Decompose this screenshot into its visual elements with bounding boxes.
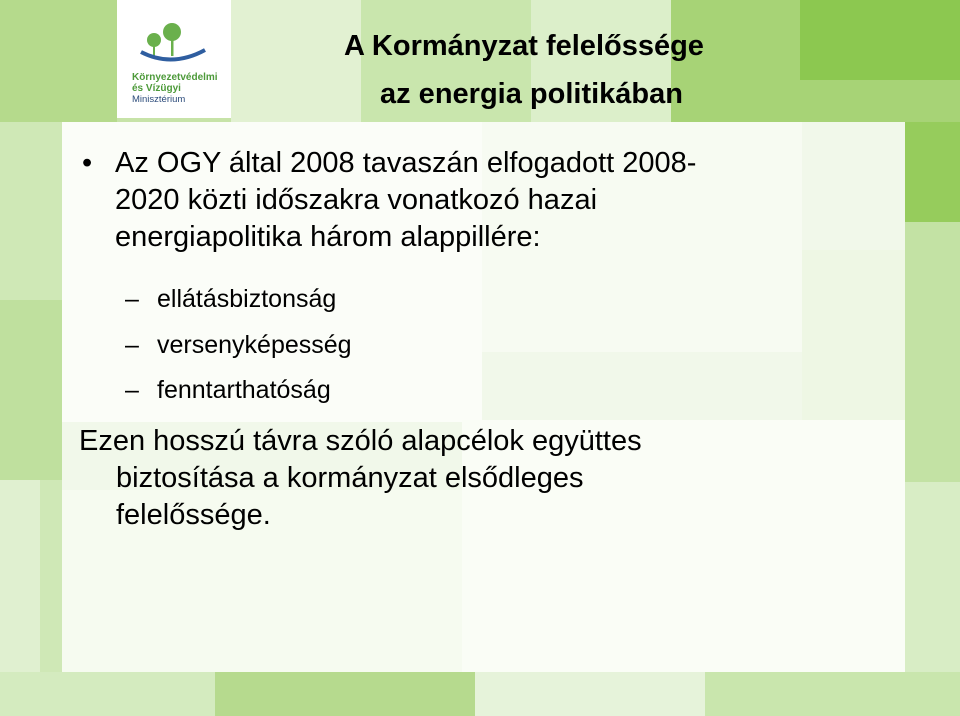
summary-paragraph bbox=[79, 423, 839, 534]
paragraph-line-1: Ezen hosszú távra szóló alapcélok együttes bbox=[79, 425, 642, 457]
sub-item-label: ellátásbiztonság bbox=[157, 285, 337, 313]
sub-item-label: versenyképesség bbox=[157, 331, 352, 359]
sub-item-label: fenntarthatóság bbox=[157, 376, 331, 404]
paragraph-line-2: biztosítása a kormányzat elsődleges bbox=[116, 462, 584, 494]
bullet-line-2: 2020 közti időszakra vonatkozó hazai bbox=[115, 184, 598, 216]
bullet-line-1: Az OGY által 2008 tavaszán elfogadott 2008- bbox=[115, 147, 697, 179]
dash-marker: – bbox=[125, 376, 139, 404]
bullet-line-3: energiapolitika három alappillére: bbox=[115, 221, 541, 253]
dash-marker: – bbox=[125, 331, 139, 359]
paragraph-line-3: felelőssége. bbox=[116, 499, 271, 531]
logo-line-1: Környezetvédelmi bbox=[132, 72, 218, 83]
logo-line-2: és Vízügyi bbox=[132, 83, 181, 94]
dash-marker: – bbox=[125, 285, 139, 313]
logo-line-3: Minisztérium bbox=[132, 94, 186, 105]
bullet-marker: • bbox=[82, 147, 93, 179]
title-line-1: A Kormányzat felelőssége bbox=[344, 30, 704, 62]
title-line-2: az energia politikában bbox=[380, 78, 683, 110]
